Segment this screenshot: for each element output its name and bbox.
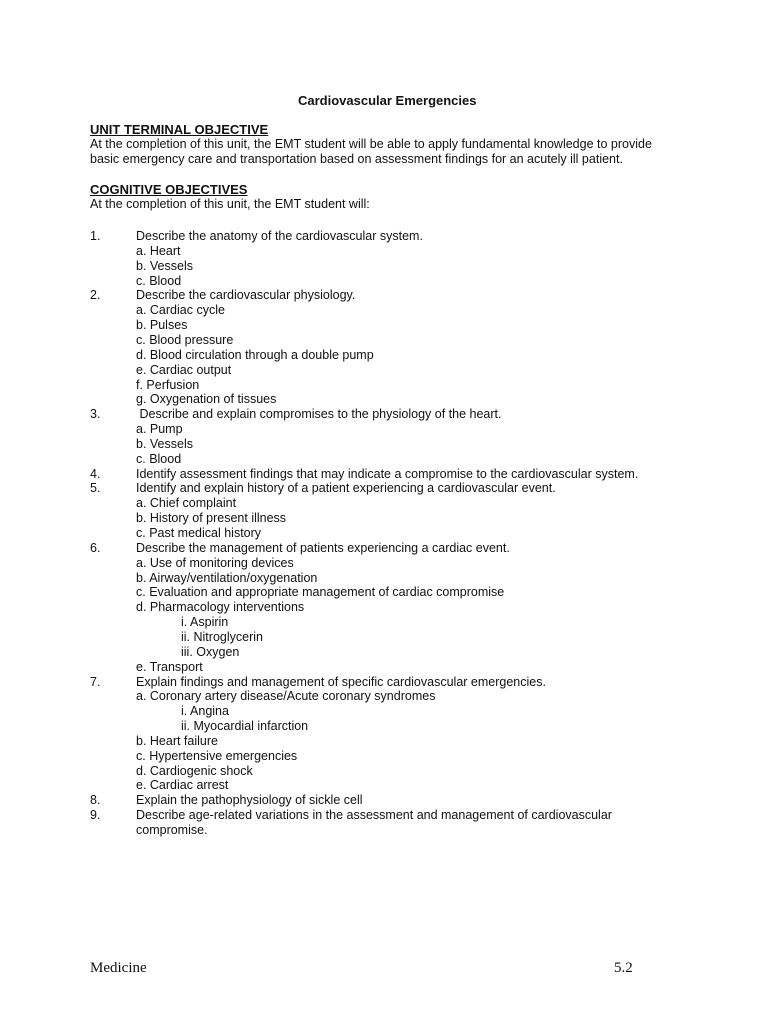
objective-sub-item: c. Blood pressure bbox=[136, 333, 234, 347]
objective-sub-item: c. Past medical history bbox=[136, 526, 262, 540]
objective-sub-item: d. Pharmacology interventions bbox=[136, 600, 305, 614]
objective-sub-item: b. Pulses bbox=[136, 318, 188, 332]
objective-number: 4. bbox=[90, 467, 101, 481]
page-title: Cardiovascular Emergencies bbox=[298, 93, 477, 108]
unit-terminal-line: At the completion of this unit, the EMT student will be able to apply fundamental knowledge to provide bbox=[90, 137, 652, 151]
objective-number: 6. bbox=[90, 541, 101, 555]
objective-sub-item: a. Chief complaint bbox=[136, 496, 237, 510]
objective-text: Describe and explain compromises to the physiology of the heart. bbox=[136, 407, 502, 421]
objective-number: 5. bbox=[90, 481, 101, 495]
unit-terminal-heading: UNIT TERMINAL OBJECTIVE bbox=[90, 122, 269, 137]
objective-text: Explain the pathophysiology of sickle cell bbox=[136, 793, 363, 807]
footer-left: Medicine bbox=[90, 960, 147, 976]
objective-sub-sub-item: i. Aspirin bbox=[181, 615, 229, 629]
objective-sub-item: b. Vessels bbox=[136, 259, 193, 273]
objective-sub-item: e. Transport bbox=[136, 660, 203, 674]
footer-page-number: 5.2 bbox=[614, 960, 633, 976]
cognitive-intro: At the completion of this unit, the EMT student will: bbox=[90, 197, 370, 211]
objective-sub-item: a. Heart bbox=[136, 244, 181, 258]
objective-sub-item: d. Blood circulation through a double pump bbox=[136, 348, 374, 362]
objective-text: Describe the management of patients experiencing a cardiac event. bbox=[136, 541, 510, 555]
objective-sub-item: e. Cardiac output bbox=[136, 363, 232, 377]
objective-text: Explain findings and management of specific cardiovascular emergencies. bbox=[136, 675, 546, 689]
objective-sub-item: b. Airway/ventilation/oxygenation bbox=[136, 571, 318, 585]
objective-sub-sub-item: ii. Nitroglycerin bbox=[181, 630, 263, 644]
objective-sub-item: c. Blood bbox=[136, 452, 182, 466]
objective-text: Identify assessment findings that may indicate a compromise to the cardiovascular system. bbox=[136, 467, 639, 481]
objective-sub-item: a. Cardiac cycle bbox=[136, 303, 225, 317]
objective-sub-sub-item: iii. Oxygen bbox=[181, 645, 240, 659]
objective-sub-item: a. Coronary artery disease/Acute coronary syndromes bbox=[136, 689, 436, 703]
objective-text: Describe the cardiovascular physiology. bbox=[136, 288, 356, 302]
objective-sub-item: f. Perfusion bbox=[136, 378, 200, 392]
objective-sub-item: a. Pump bbox=[136, 422, 183, 436]
objective-sub-item: c. Hypertensive emergencies bbox=[136, 749, 298, 763]
objective-sub-item: c. Blood bbox=[136, 274, 182, 288]
objective-text: Describe age-related variations in the assessment and management of cardiovascular bbox=[136, 808, 612, 822]
objective-text: compromise. bbox=[136, 823, 208, 837]
objective-sub-item: b. History of present illness bbox=[136, 511, 287, 525]
objective-sub-item: a. Use of monitoring devices bbox=[136, 556, 294, 570]
objective-text: Identify and explain history of a patient experiencing a cardiovascular event. bbox=[136, 481, 556, 495]
objective-sub-sub-item: ii. Myocardial infarction bbox=[181, 719, 309, 733]
objective-sub-item: c. Evaluation and appropriate management of cardiac compromise bbox=[136, 585, 505, 599]
objective-sub-item: g. Oxygenation of tissues bbox=[136, 392, 277, 406]
objective-number: 2. bbox=[90, 288, 101, 302]
objective-number: 9. bbox=[90, 808, 101, 822]
objective-number: 8. bbox=[90, 793, 101, 807]
objective-sub-item: e. Cardiac arrest bbox=[136, 778, 229, 792]
objective-number: 1. bbox=[90, 229, 101, 243]
objective-number: 3. bbox=[90, 407, 101, 421]
objective-sub-item: b. Heart failure bbox=[136, 734, 218, 748]
cognitive-heading: COGNITIVE OBJECTIVES bbox=[90, 182, 248, 197]
objective-sub-item: d. Cardiogenic shock bbox=[136, 764, 253, 778]
objective-sub-sub-item: i. Angina bbox=[181, 704, 229, 718]
objective-sub-item: b. Vessels bbox=[136, 437, 193, 451]
objective-text: Describe the anatomy of the cardiovascular system. bbox=[136, 229, 423, 243]
unit-terminal-line: basic emergency care and transportation based on assessment findings for an acutely ill patient. bbox=[90, 152, 623, 166]
objective-number: 7. bbox=[90, 675, 101, 689]
